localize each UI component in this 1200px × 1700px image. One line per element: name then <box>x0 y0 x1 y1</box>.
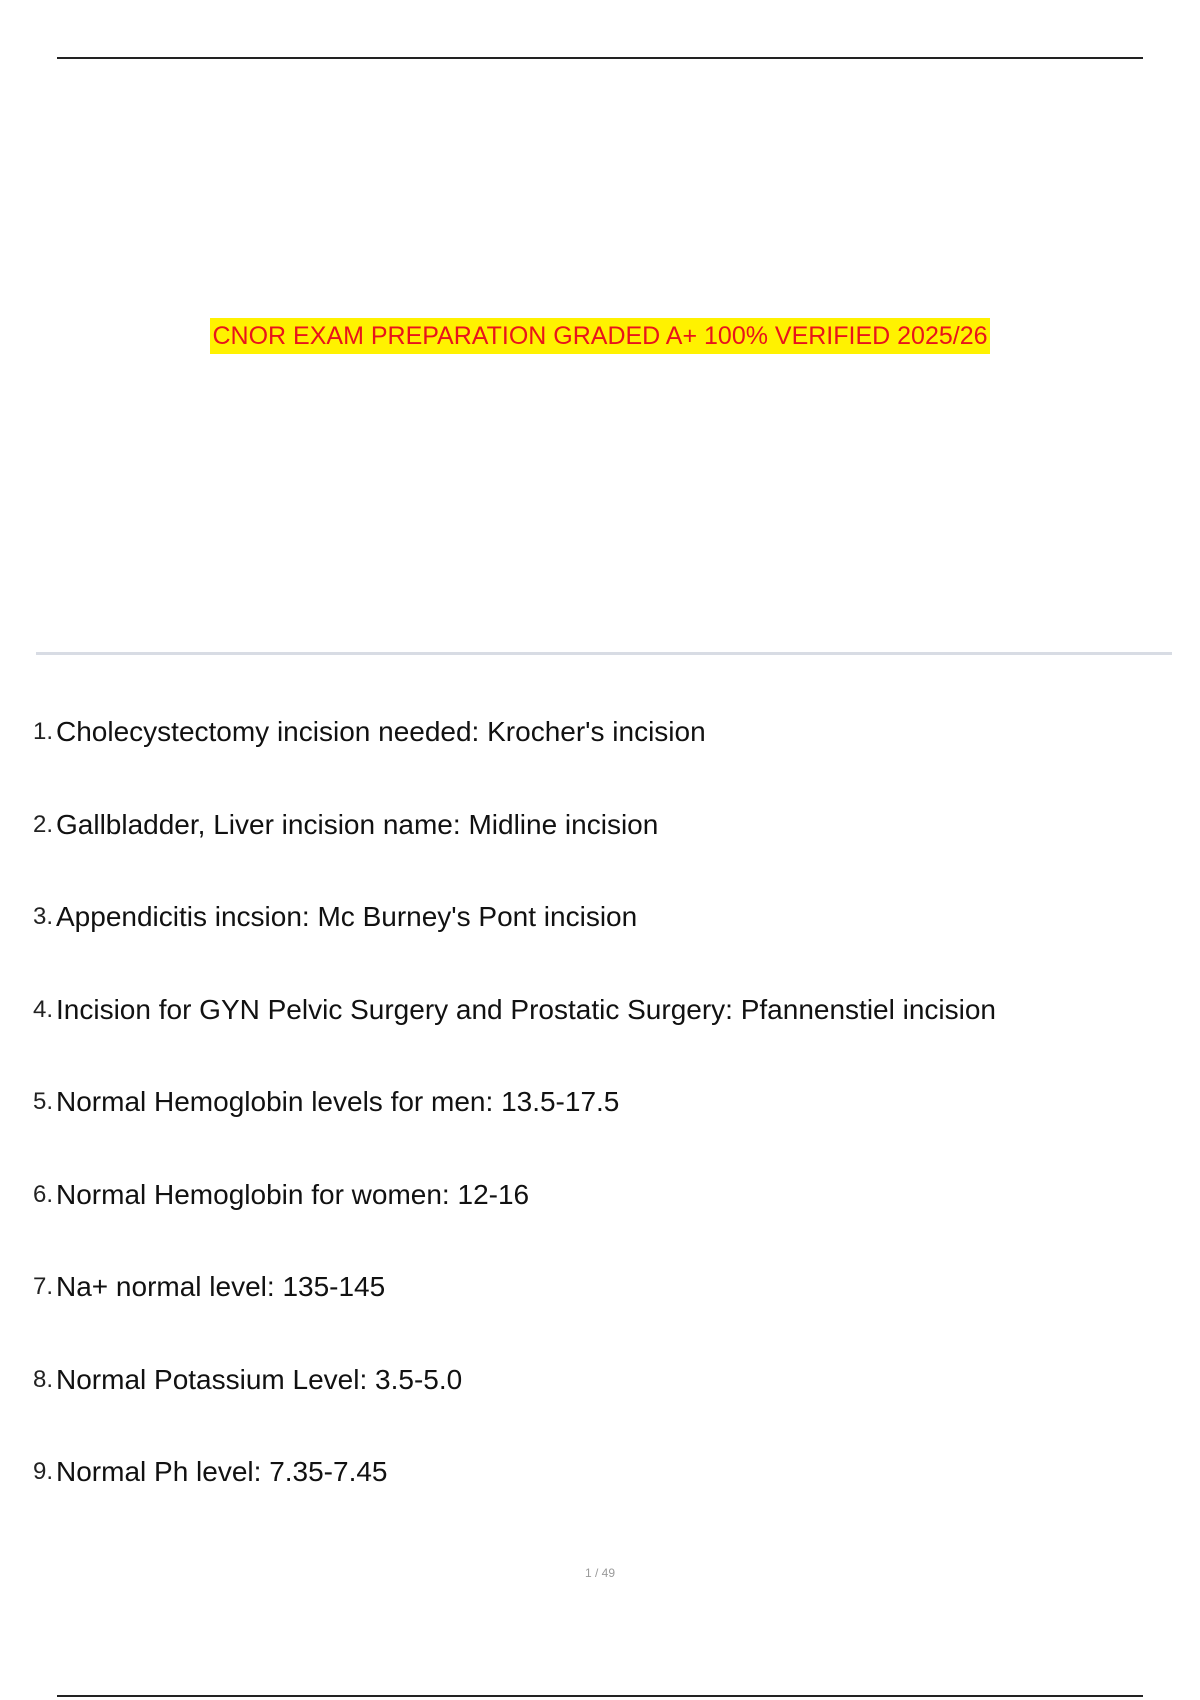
list-item <box>33 1267 1173 1360</box>
list-item <box>33 990 1173 1083</box>
list-item <box>33 897 1173 990</box>
item-number: 6. <box>33 1180 54 1208</box>
section-divider <box>36 652 1172 655</box>
item-number: 9. <box>33 1458 54 1485</box>
item-answer: 3.5-5.0 <box>375 1363 463 1395</box>
item-number: 5. <box>33 1088 54 1115</box>
item-question: Appendicitis incsion: <box>56 901 310 932</box>
item-question: Normal Hemoglobin for women: <box>56 1178 450 1210</box>
item-answer: 12-16 <box>457 1178 530 1210</box>
item-number: 8. <box>33 1365 54 1393</box>
item-answer: 13.5-17.5 <box>501 1086 620 1117</box>
list-item <box>33 1082 1173 1175</box>
item-question: Normal Potassium Level: <box>56 1363 368 1395</box>
list-item <box>33 712 1173 805</box>
item-answer: Mc Burney's Pont incision <box>317 901 638 932</box>
item-number: 2. <box>33 810 54 838</box>
page-indicator: 1 / 49 <box>584 1566 616 1580</box>
document-title: CNOR EXAM PREPARATION GRADED A+ 100% VERIFIED 2025/26 <box>210 318 989 354</box>
top-rule <box>57 57 1143 59</box>
list-item <box>33 1452 1173 1545</box>
item-question: Normal Hemoglobin levels for men: <box>56 1086 494 1117</box>
item-question: Na+ normal level: <box>56 1271 275 1302</box>
item-answer: Pfannenstiel incision <box>740 993 996 1025</box>
item-question: Incision for GYN Pelvic Surgery and Prostatic Surgery: <box>56 993 733 1025</box>
bottom-rule <box>57 1695 1143 1697</box>
item-number: 3. <box>33 903 54 930</box>
list-item <box>33 1175 1173 1268</box>
list-item <box>33 1360 1173 1453</box>
qa-list <box>33 712 1173 1545</box>
list-item <box>33 805 1173 898</box>
item-question: Normal Ph level: <box>56 1456 262 1487</box>
item-answer: 7.35-7.45 <box>269 1456 388 1487</box>
item-answer: Midline incision <box>468 808 659 840</box>
title-block <box>0 318 1200 354</box>
item-answer: Krocher's incision <box>487 716 706 747</box>
item-question: Cholecystectomy incision needed: <box>56 716 480 747</box>
item-question: Gallbladder, Liver incision name: <box>56 808 461 840</box>
item-number: 1. <box>33 718 54 745</box>
item-number: 4. <box>33 995 54 1023</box>
item-number: 7. <box>33 1273 54 1300</box>
item-answer: 135-145 <box>282 1271 386 1302</box>
